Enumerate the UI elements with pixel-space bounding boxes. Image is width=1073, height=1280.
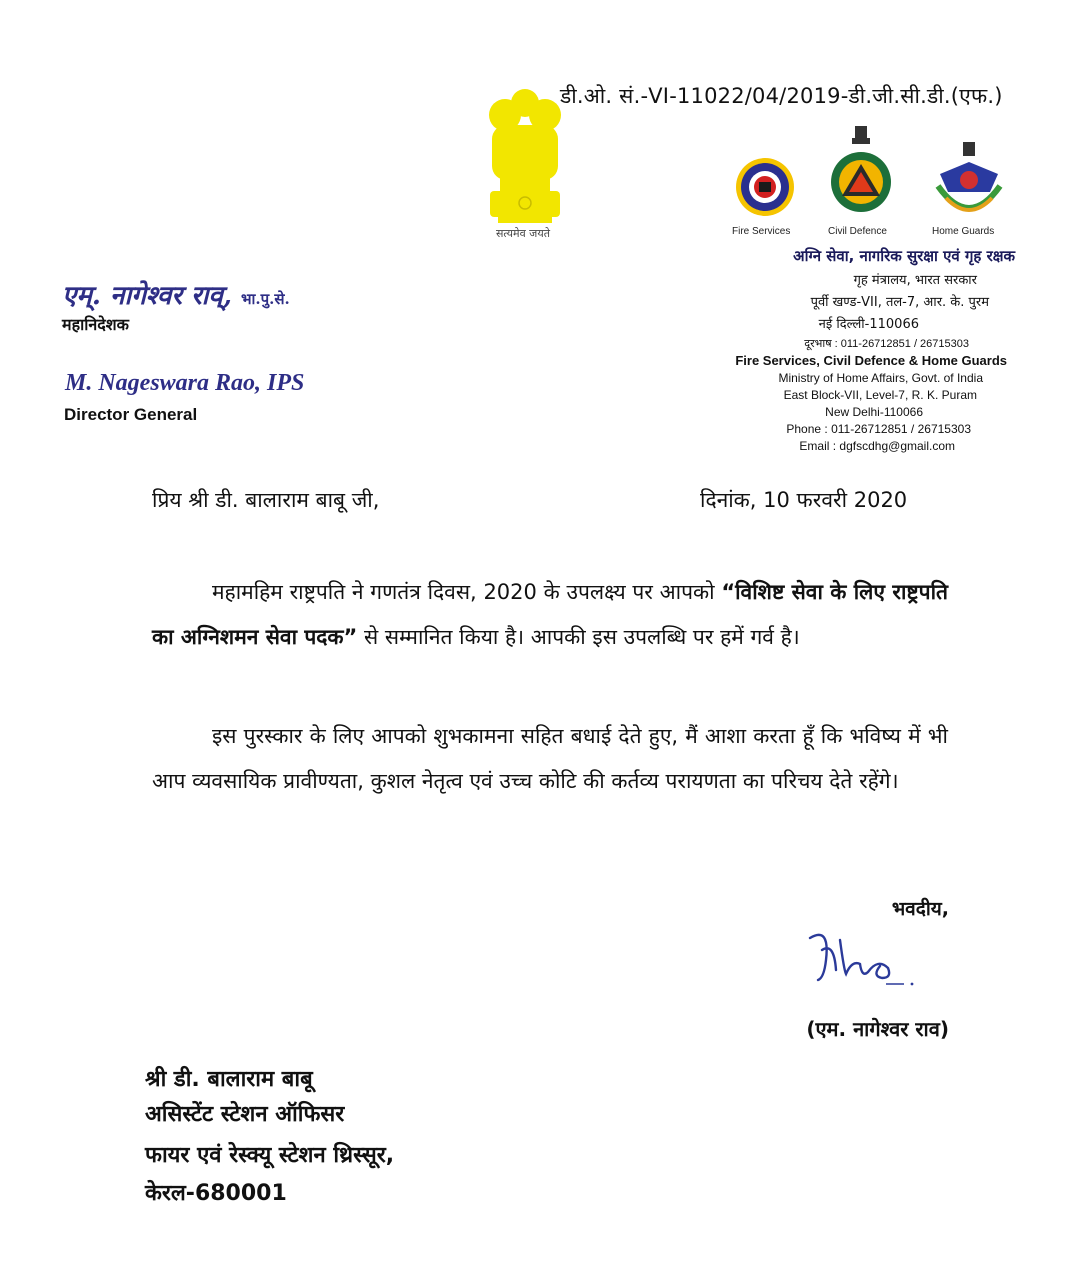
letter-date: दिनांक, 10 फरवरी 2020 bbox=[700, 488, 908, 512]
org-english-phone: Phone : 011-26712851 / 26715303 bbox=[786, 422, 971, 436]
award-name: “विशिष्ट सेवा के लिए राष्ट्रपति का अग्निशमन सेवा पदक” bbox=[152, 580, 948, 649]
recipient-designation: असिस्टेंट स्टेशन ऑफिसर bbox=[145, 1102, 345, 1127]
sign-off: भवदीय, bbox=[891, 898, 949, 920]
emblem-motto: सत्यमेव जयते bbox=[495, 227, 550, 240]
recipient-station: फायर एवं रेस्क्यू स्टेशन थ्रिस्सूर, bbox=[145, 1143, 395, 1168]
org-english-ministry: Ministry of Home Affairs, Govt. of India bbox=[778, 371, 983, 385]
department-logos bbox=[728, 120, 1018, 240]
national-emblem-icon bbox=[470, 85, 580, 245]
fire-services-label: Fire Services bbox=[732, 226, 791, 237]
org-hindi-city: नई दिल्ली-110066 bbox=[818, 317, 919, 332]
salutation: प्रिय श्री डी. बालाराम बाबू जी, bbox=[152, 488, 380, 512]
body-paragraph-1 bbox=[152, 570, 948, 660]
home-guards-logo-icon bbox=[932, 140, 1006, 224]
recipient-name: श्री डी. बालाराम बाबू bbox=[145, 1067, 313, 1092]
sender-hindi-name bbox=[62, 276, 290, 312]
civil-defence-logo-icon bbox=[828, 124, 894, 220]
signature-image bbox=[800, 920, 930, 1000]
body-paragraph-2 bbox=[152, 714, 948, 804]
reference-number: डी.ओ. सं.-VI-11022/04/2019-डी.जी.सी.डी.(एफ.) bbox=[560, 84, 1003, 108]
org-english-city: New Delhi-110066 bbox=[825, 405, 923, 419]
signatory-name: (एम. नागेश्वर राव) bbox=[806, 1017, 949, 1041]
org-english-name: Fire Services, Civil Defence & Home Guards bbox=[735, 353, 1007, 368]
org-hindi-address: पूर्वी खण्ड-VII, तल-7, आर. के. पुरम bbox=[810, 295, 989, 310]
para1-lead: महामहिम राष्ट्रपति ने गणतंत्र दिवस, 2020 के उपलक्ष्य पर आपको bbox=[212, 580, 715, 604]
sender-hindi-designation: महानिदेशक bbox=[62, 315, 129, 334]
sender-english-designation: Director General bbox=[64, 405, 198, 424]
sender-english-name: M. Nageswara Rao, IPS bbox=[65, 370, 305, 396]
org-hindi-phone: दूरभाष : 011-26712851 / 26715303 bbox=[804, 338, 969, 350]
org-email: Email : dgfscdhg@gmail.com bbox=[799, 439, 955, 453]
org-english-address: East Block-VII, Level-7, R. K. Puram bbox=[783, 388, 977, 402]
sender-hindi-suffix: भा.पु.से. bbox=[240, 290, 290, 308]
fire-services-logo-icon bbox=[734, 156, 796, 218]
org-hindi-ministry: गृह मंत्रालय, भारत सरकार bbox=[853, 273, 977, 288]
para2-text: इस पुरस्कार के लिए आपको शुभकामना सहित बधाई देते हुए, मैं आशा करता हूँ कि भविष्य में भी आप व्यवसायिक प्रावीण्यता, कुशल नेतृत्व एवं उच्च कोटि की कर्तव्य परायणता का परिचय देते रहेंगे। bbox=[152, 724, 948, 793]
sender-hindi-name-text: एम्. नागेश्वर राव्, bbox=[62, 281, 232, 311]
home-guards-label: Home Guards bbox=[932, 226, 995, 237]
para1-tail: से सम्मानित किया है। आपकी इस उपलब्धि पर हमें गर्व है। bbox=[364, 625, 800, 649]
civil-defence-label: Civil Defence bbox=[828, 226, 887, 237]
recipient-state: केरल-680001 bbox=[145, 1181, 287, 1206]
org-hindi-name: अग्नि सेवा, नागरिक सुरक्षा एवं गृह रक्षक bbox=[793, 247, 1015, 265]
